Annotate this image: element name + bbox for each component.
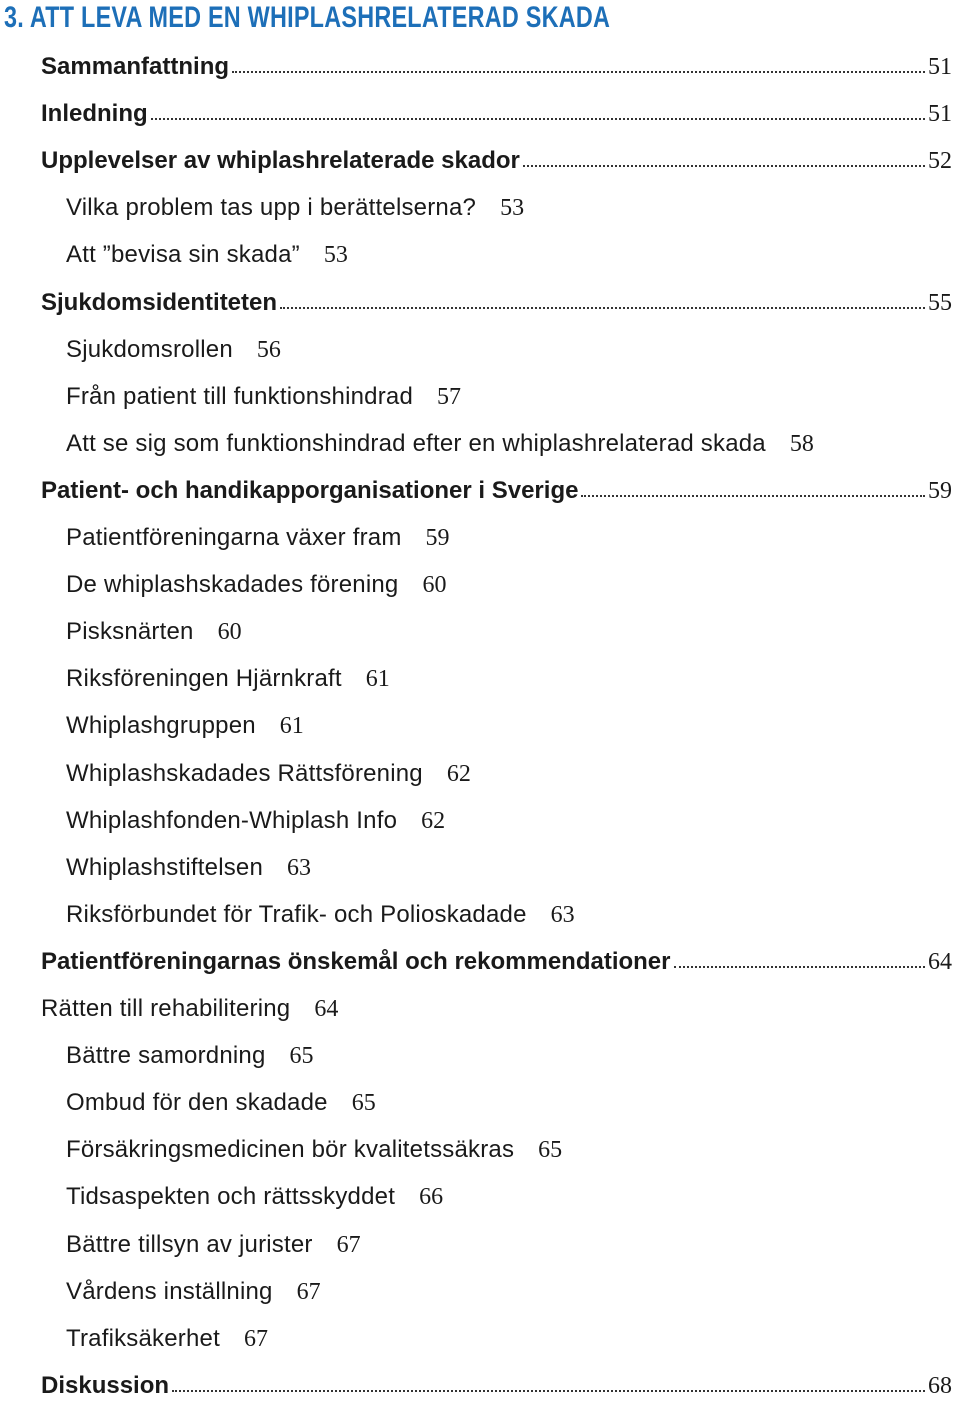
toc-entry-title: Att se sig som funktionshindrad efter en whiplashrelaterad skada bbox=[66, 430, 766, 457]
toc-entry-page: 65 bbox=[289, 1043, 314, 1069]
toc-entry-title: Ombud för den skadade bbox=[66, 1089, 328, 1116]
toc-entry[interactable] bbox=[41, 141, 952, 181]
toc-entry[interactable] bbox=[41, 1366, 952, 1406]
toc-entry-page: 52 bbox=[928, 148, 952, 174]
toc-entry[interactable] bbox=[66, 377, 461, 417]
toc-entry[interactable] bbox=[41, 283, 952, 323]
toc-entry-title: Rätten till rehabilitering bbox=[41, 995, 291, 1022]
dot-leader bbox=[523, 164, 925, 167]
toc-entry[interactable] bbox=[66, 330, 281, 370]
toc-entry[interactable] bbox=[66, 188, 524, 228]
toc-entry-title: Whiplashskadades Rättsförening bbox=[66, 760, 423, 787]
toc-entry[interactable] bbox=[66, 565, 446, 605]
dot-leader bbox=[232, 70, 925, 73]
toc-entry-title: De whiplashskadades förening bbox=[66, 571, 399, 598]
toc-entry[interactable] bbox=[66, 659, 390, 699]
toc-entry[interactable] bbox=[66, 235, 348, 275]
toc-entry-title: Pisksnärten bbox=[66, 618, 194, 645]
toc-entry-page: 59 bbox=[425, 525, 450, 551]
toc-entry-page: 60 bbox=[217, 619, 242, 645]
toc-entry-page: 55 bbox=[928, 290, 952, 316]
toc-entry-title: Patientföreningarnas önskemål och rekommendationer bbox=[41, 948, 671, 975]
chapter-heading: 3. ATT LEVA MED EN WHIPLASHRELATERAD SKADA bbox=[4, 1, 611, 34]
toc-entry[interactable] bbox=[66, 518, 450, 558]
toc-entry-page: 57 bbox=[437, 384, 461, 410]
dot-leader bbox=[151, 117, 925, 120]
toc-entry[interactable] bbox=[66, 848, 311, 888]
toc-entry-page: 63 bbox=[550, 902, 575, 928]
toc-entry[interactable] bbox=[66, 1319, 268, 1359]
toc-entry[interactable] bbox=[66, 801, 445, 841]
toc-entry[interactable] bbox=[66, 1177, 443, 1217]
toc-entry-page: 59 bbox=[928, 478, 952, 504]
toc-entry-page: 53 bbox=[500, 195, 525, 221]
toc-entry[interactable] bbox=[66, 1036, 314, 1076]
toc-entry-title: Sjukdomsidentiteten bbox=[41, 289, 278, 316]
toc-entry-page: 51 bbox=[928, 101, 952, 127]
toc-entry-page: 53 bbox=[323, 242, 348, 268]
toc-entry-title: Whiplashstiftelsen bbox=[66, 854, 264, 881]
toc-entry-page: 64 bbox=[314, 996, 339, 1022]
toc-entry-page: 64 bbox=[928, 949, 952, 975]
toc-entry-title: Bättre samordning bbox=[66, 1042, 266, 1069]
toc-entry[interactable] bbox=[66, 1083, 376, 1123]
toc-entry-title: Diskussion bbox=[41, 1372, 170, 1399]
toc-entry[interactable] bbox=[41, 94, 952, 134]
dot-leader bbox=[172, 1389, 925, 1392]
dot-leader bbox=[674, 965, 926, 968]
toc-entry-title: Från patient till funktionshindrad bbox=[66, 383, 413, 410]
toc-entry-title: Inledning bbox=[41, 100, 148, 127]
toc-entry-page: 62 bbox=[421, 808, 446, 834]
toc-entry-page: 68 bbox=[928, 1373, 952, 1399]
toc-entry[interactable] bbox=[66, 706, 304, 746]
toc-entry-page: 65 bbox=[538, 1137, 563, 1163]
toc-entry-title: Patientföreningarna växer fram bbox=[66, 524, 402, 551]
toc-entry[interactable] bbox=[66, 1272, 321, 1312]
toc-entry[interactable] bbox=[41, 989, 338, 1029]
toc-entry-title: Vårdens inställning bbox=[66, 1278, 273, 1305]
toc-entry[interactable] bbox=[66, 895, 575, 935]
toc-entry-title: Tidsaspekten och rättsskyddet bbox=[66, 1183, 396, 1210]
toc-entry-title: Trafiksäkerhet bbox=[66, 1325, 220, 1352]
toc-entry-page: 61 bbox=[365, 666, 390, 692]
toc-entry[interactable] bbox=[66, 1225, 361, 1265]
toc-entry-title: Patient- och handikapporganisationer i Sverige bbox=[41, 477, 579, 504]
toc-entry[interactable] bbox=[66, 754, 471, 794]
toc-entry[interactable] bbox=[66, 424, 814, 464]
toc-entry-title: Whiplashfonden-Whiplash Info bbox=[66, 807, 398, 834]
dot-leader bbox=[581, 494, 925, 497]
toc-entry-title: Riksförbundet för Trafik- och Polioskadade bbox=[66, 901, 527, 928]
toc-entry-title: Riksföreningen Hjärnkraft bbox=[66, 665, 342, 692]
toc-entry-title: Upplevelser av whiplashrelaterade skador bbox=[41, 147, 520, 174]
toc-entry-page: 66 bbox=[419, 1184, 444, 1210]
toc-entry-page: 67 bbox=[296, 1279, 321, 1305]
toc-entry-page: 67 bbox=[243, 1326, 268, 1352]
toc-entry[interactable] bbox=[41, 471, 952, 511]
toc-entry-page: 61 bbox=[279, 713, 304, 739]
toc-entry-page: 51 bbox=[928, 54, 952, 80]
toc-entry-title: Sammanfattning bbox=[41, 53, 230, 80]
toc-entry-page: 56 bbox=[256, 337, 281, 363]
toc-entry-page: 65 bbox=[351, 1090, 376, 1116]
toc-entry-page: 60 bbox=[422, 572, 447, 598]
toc-entry-title: Sjukdomsrollen bbox=[66, 336, 233, 363]
toc-entry-page: 58 bbox=[789, 431, 814, 457]
toc-entry-title: Att ”bevisa sin skada” bbox=[66, 241, 300, 268]
toc-entry-title: Bättre tillsyn av jurister bbox=[66, 1231, 313, 1258]
toc-entry[interactable] bbox=[66, 612, 242, 652]
toc-entry-title: Whiplashgruppen bbox=[66, 712, 256, 739]
toc-entry-title: Försäkringsmedicinen bör kvalitetssäkras bbox=[66, 1136, 515, 1163]
toc-entry[interactable] bbox=[66, 1130, 562, 1170]
toc-entry-page: 62 bbox=[446, 761, 471, 787]
dot-leader bbox=[280, 306, 925, 309]
toc-entry-title: Vilka problem tas upp i berättelserna? bbox=[66, 194, 477, 221]
toc-entry[interactable] bbox=[41, 47, 952, 87]
toc-entry-page: 67 bbox=[336, 1232, 361, 1258]
toc-entry-page: 63 bbox=[287, 855, 312, 881]
toc-entry[interactable] bbox=[41, 942, 952, 982]
